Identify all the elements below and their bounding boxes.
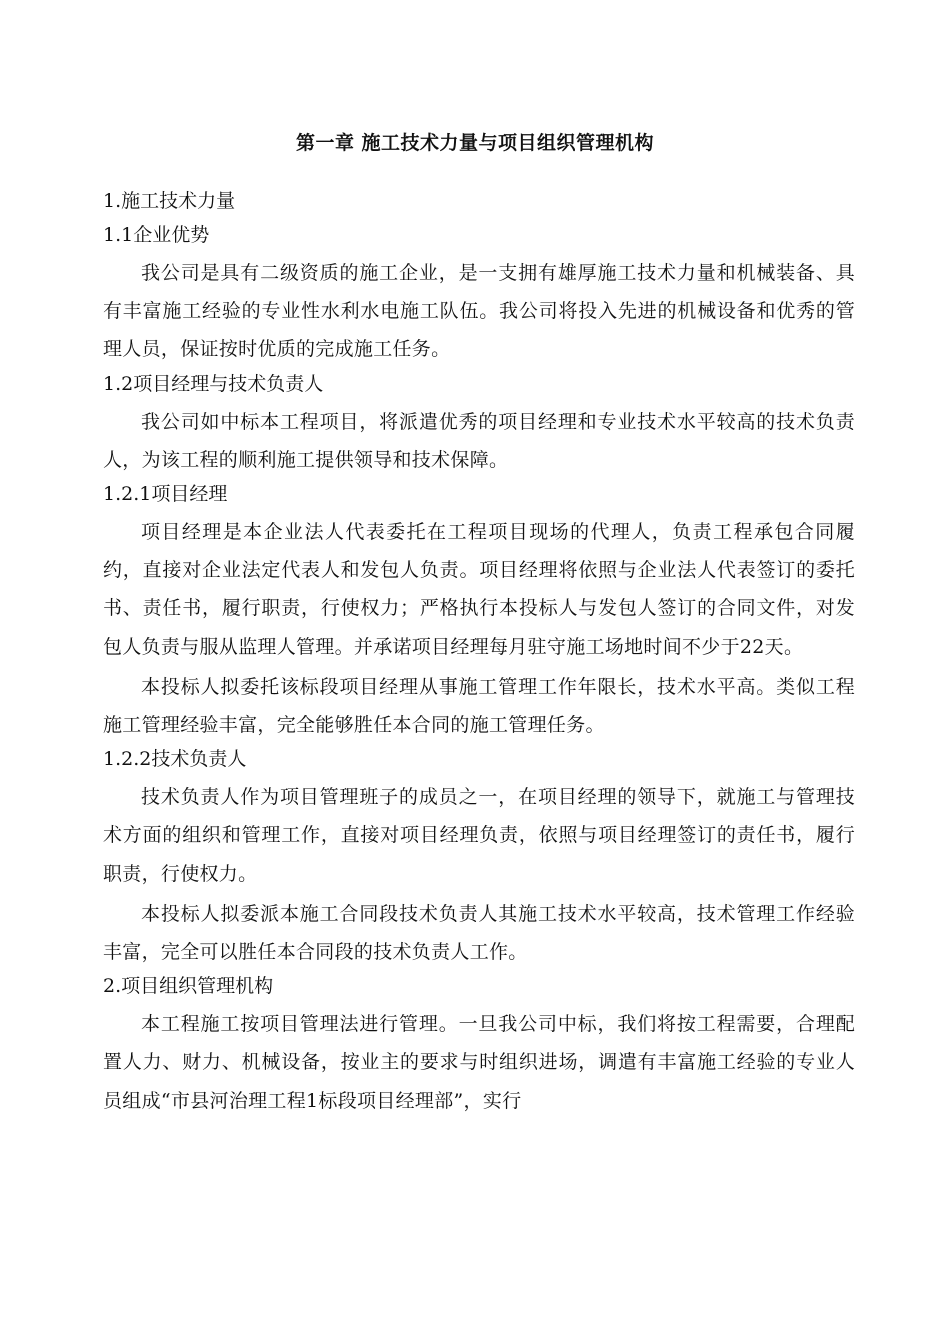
document-body xyxy=(103,186,855,1120)
section-heading: 1.1企业优势 xyxy=(103,224,210,246)
chapter-title: 第一章 施工技术力量与项目组织管理机构 xyxy=(295,132,655,154)
section-heading: 1.2.1项目经理 xyxy=(103,483,228,506)
body-paragraph: 本投标人拟委派本施工合同段技术负责人其施工技术水平较高，技术管理工作经验丰富，完全可以胜任本合同段的技术负责人工作。 xyxy=(103,902,855,964)
section-heading: 1.2.2技术负责人 xyxy=(103,748,247,771)
body-paragraph: 项目经理是本企业法人代表委托在工程项目现场的代理人，负责工程承包合同履约，直接对企业法定代表人和发包人负责。项目经理将依照与企业法人代表签订的委托书、责任书，履行职责，行使权力；严格执行本投标人与发包人签订的合同文件，对发包人负责与服从监理人管理。并承诺项目经理每月驻守施工场地时间不少于22天。 xyxy=(103,521,855,658)
section-heading: 2.项目组织管理机构 xyxy=(103,975,274,998)
body-paragraph: 本投标人拟委托该标段项目经理从事施工管理工作年限长，技术水平高。类似工程施工管理经验丰富，完全能够胜任本合同的施工管理任务。 xyxy=(103,675,855,737)
body-paragraph: 技术负责人作为项目管理班子的成员之一，在项目经理的领导下，就施工与管理技术方面的组织和管理工作，直接对项目经理负责，依照与项目经理签订的责任书，履行职责，行使权力。 xyxy=(103,786,855,885)
body-paragraph: 我公司是具有二级资质的施工企业，是一支拥有雄厚施工技术力量和机械装备、具有丰富施工经验的专业性水利水电施工队伍。我公司将投入先进的机械设备和优秀的管理人员，保证按时优质的完成施工任务。 xyxy=(103,262,855,361)
section-heading: 1.施工技术力量 xyxy=(103,190,236,212)
section-heading: 1.2项目经理与技术负责人 xyxy=(103,372,324,395)
body-paragraph: 我公司如中标本工程项目，将派遣优秀的项目经理和专业技术水平较高的技术负责人，为该工程的顺利施工提供领导和技术保障。 xyxy=(103,410,855,471)
body-paragraph: 本工程施工按项目管理法进行管理。一旦我公司中标，我们将按工程需要，合理配置人力、财力、机械设备，按业主的要求与时组织进场，调遣有丰富施工经验的专业人员组成“市县河治理工程1标段项目经理部”，实行 xyxy=(103,1013,855,1112)
